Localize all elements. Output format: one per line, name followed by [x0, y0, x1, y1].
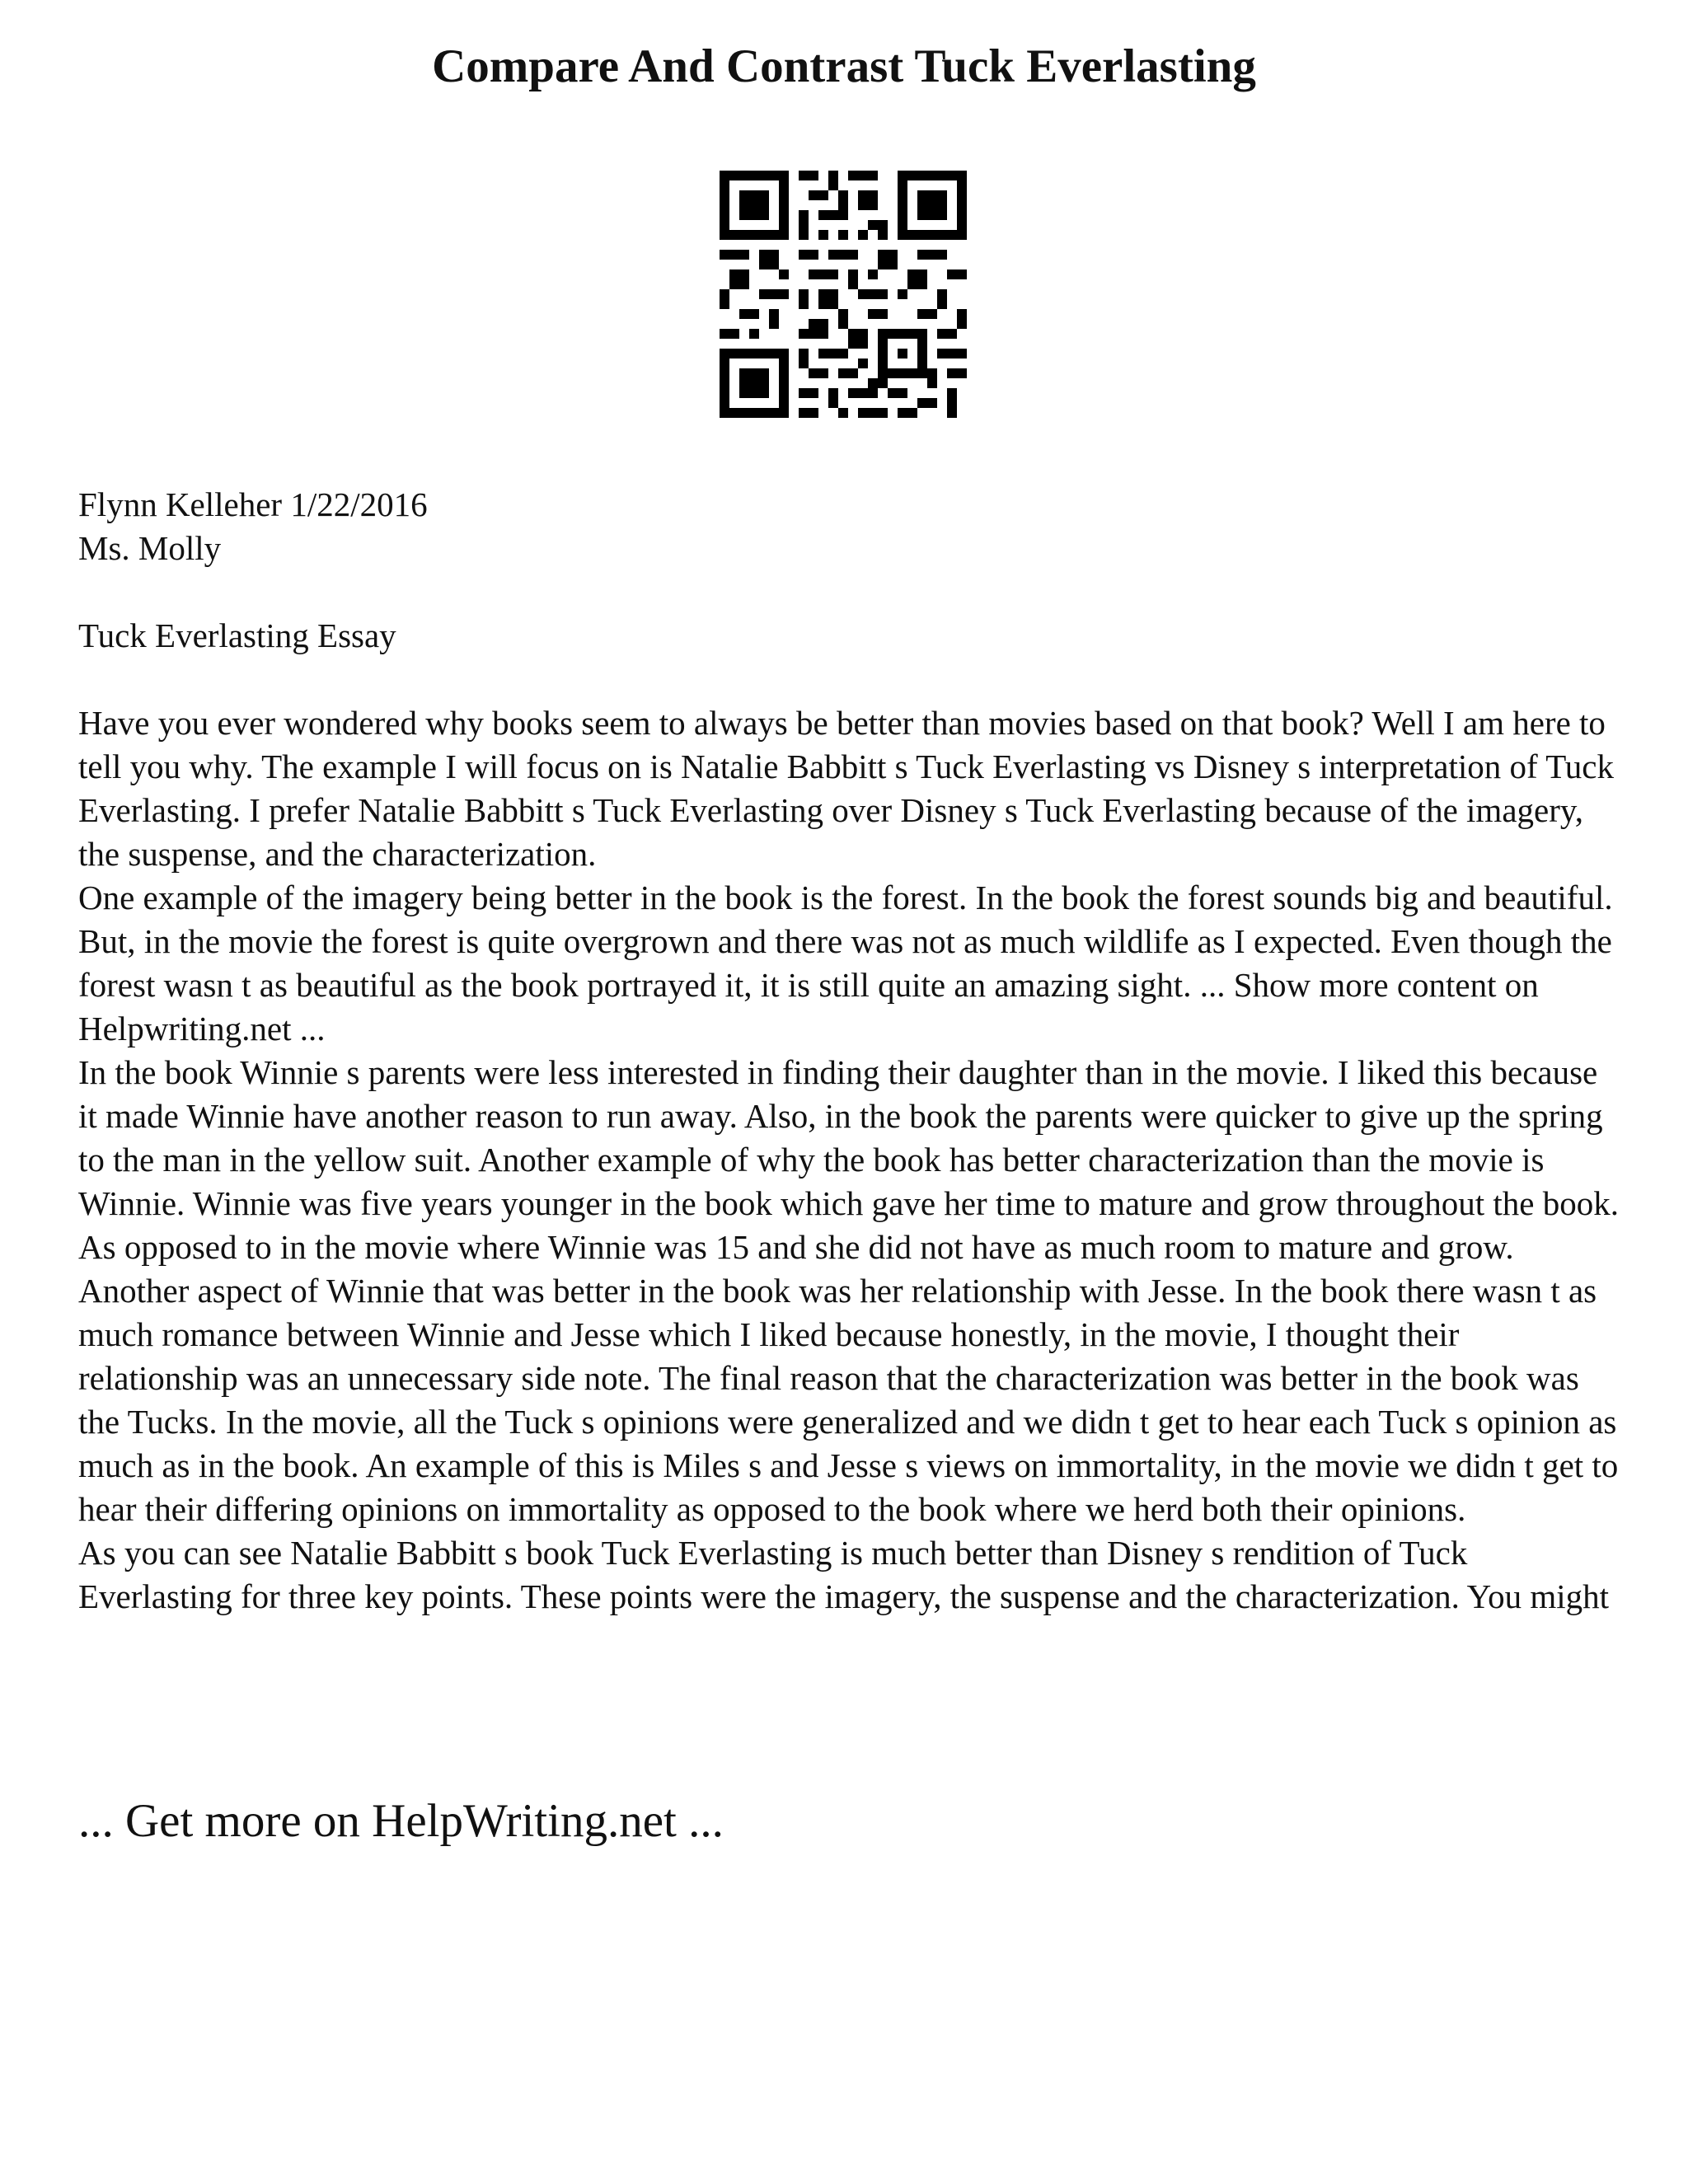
- paragraph: In the book Winnie s parents were less interested in finding their daughter than in the movie. I liked this because it made Winnie have another reason to run away. Also, in the book the parents were quicker to give up the spring to the man in the yellow suit. Another example of why the book has better characterization than the movie is Winnie. Winnie was five years younger in the book which gave her time to mature and grow throughout the book. As opposed to in the movie where Winnie was 15 and she did not have as much room to mature and grow. Another aspect of Winnie that was better in the book was her relationship with Jesse. In the book there wasn t as much romance between Winnie and Jesse which I liked because honestly, in the movie, I thought their relationship was an unnecessary side note. The final reason that the characterization was better in the book was the Tucks. In the movie, all the Tuck s opinions were generalized and we didn t get to hear each Tuck s opinion as much as in the book. An example of this is Miles s and Jesse s views on immortality, in the movie we didn t get to hear their differing opinions on immortality as opposed to the book where we herd both their opinions.: [78, 1053, 1619, 1528]
- paragraph: As you can see Natalie Babbitt s book Tuck Everlasting is much better than Disney s rendition of Tuck Everlasting for three key points. These points were the imagery, the suspense and the characterization. You might: [78, 1534, 1610, 1615]
- get-more-link[interactable]: ... Get more on HelpWriting.net ...: [78, 1795, 724, 1847]
- teacher-name: Ms. Molly: [78, 529, 222, 567]
- page-title: Compare And Contrast Tuck Everlasting: [432, 40, 1256, 92]
- paragraph: One example of the imagery being better in the book is the forest. In the book the forest sounds big and beautiful. But, in the movie the forest is quite overgrown and there was not as much wildlife as I expected. Even though the forest wasn t as beautiful as the book portrayed it, it is still quite an amazing sight. ... Show more content on Helpwriting.net ...: [78, 879, 1613, 1047]
- essay-title: Tuck Everlasting Essay: [78, 616, 396, 654]
- essay-body: [78, 483, 1620, 1619]
- qr-code-icon: [720, 171, 967, 418]
- paragraph: Have you ever wondered why books seem to always be better than movies based on that book? Well I am here to tell you why. The example I will focus on is Natalie Babbitt s Tuck Everlasting vs Disney s interpretation of Tuck Everlasting. I prefer Natalie Babbitt s Tuck Everlasting over Disney s Tuck Everlasting because of the imagery, the suspense, and the characterization.: [78, 704, 1614, 873]
- author-line: Flynn Kelleher 1/22/2016: [78, 485, 428, 523]
